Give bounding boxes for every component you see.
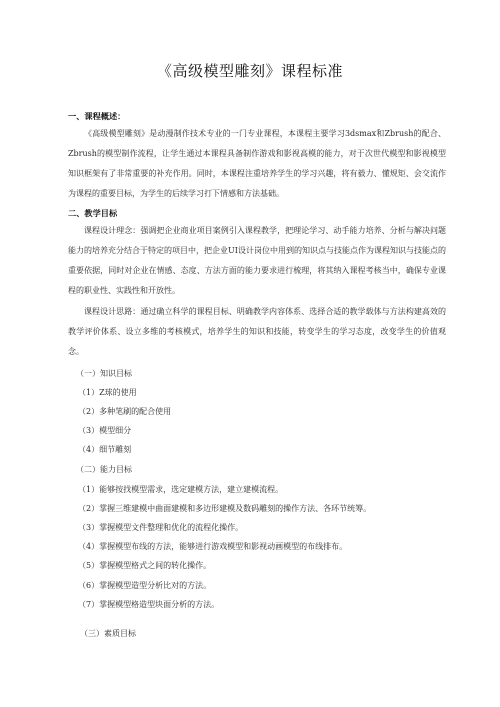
knowledge-item: （2）多种笔刷的配合使用: [78, 407, 172, 416]
ability-item: （3）掌握模型文件整理和优化的流程化操作。: [78, 523, 244, 532]
ability-item: （2）掌握三维建模中曲面建模和多边形建模及数码雕刻的操作方法、各环节统筹。: [78, 504, 372, 513]
ability-item: （1）能够按找模型需求，选定建模方法，建立建模流程。: [78, 485, 284, 494]
ability-item: （7）掌握模型格造型块面分析的方法。: [78, 600, 220, 609]
course-approach-paragraph: 课程设计思路：通过确立科学的课程目标、明确教学内容体系、选择合适的教学载体与方法构建高效的教学评价体系、设立多维的考核模式，培养学生的知识和技能，转变学生的学习态度，改变学生的价值观念。: [68, 307, 446, 356]
course-concept-paragraph: 课程设计理念：强调把企业商业项目案例引入课程教学，把理论学习、动手能力培养、分析与解决问题能力的培养充分结合于特定的项目中，把企业UI设计岗位中用到的知识点与技能点作为课程知识与技能点的重要依据，同时对企业在情感、态度、方法方面的能力要求进行梳理，将其纳入课程考核当中，确保专业课程的职业性、实践性和开放性。: [68, 226, 446, 295]
section-heading-overview: 一、课程概述：: [68, 111, 126, 121]
ability-item: （5）掌握模型格式之间的转化操作。: [78, 561, 212, 570]
overview-paragraph: 《高级模型雕刻》是动漫制作技术专业的一门专业课程，本课程主要学习3dsmax和Zbrush的配合、Zbrush的模型制作流程，让学生通过本课程具备制作游戏和影视高模的能力，对于次世代模型和影视模型知识框架有了非常重要的补充作用。同时，本课程注重培养学生的学习兴趣，将有毅力、懂规矩、会交流作为课程的重要目标，为学生的后续学习打下情感和方法基础。: [68, 129, 446, 198]
ability-item: （4）掌握模型布线的方法，能够进行游戏模型和影视动画模型的布线排布。: [78, 542, 348, 551]
ability-goals-label: （二）能力目标: [76, 465, 132, 474]
section-heading-goals: 二、教学目标: [68, 208, 118, 218]
quality-goals-label: （三）素质目标: [80, 629, 136, 638]
knowledge-item: （3）模型细分: [78, 426, 132, 435]
document-title: 《高级模型雕刻》课程标准: [156, 62, 343, 80]
knowledge-item: （4）细节雕刻: [78, 445, 132, 454]
knowledge-goals-label: （一）知识目标: [76, 369, 132, 378]
ability-item: （6）掌握模型造型分析比对的方法。: [78, 581, 212, 590]
knowledge-item: （1）Z球的使用: [78, 388, 137, 397]
